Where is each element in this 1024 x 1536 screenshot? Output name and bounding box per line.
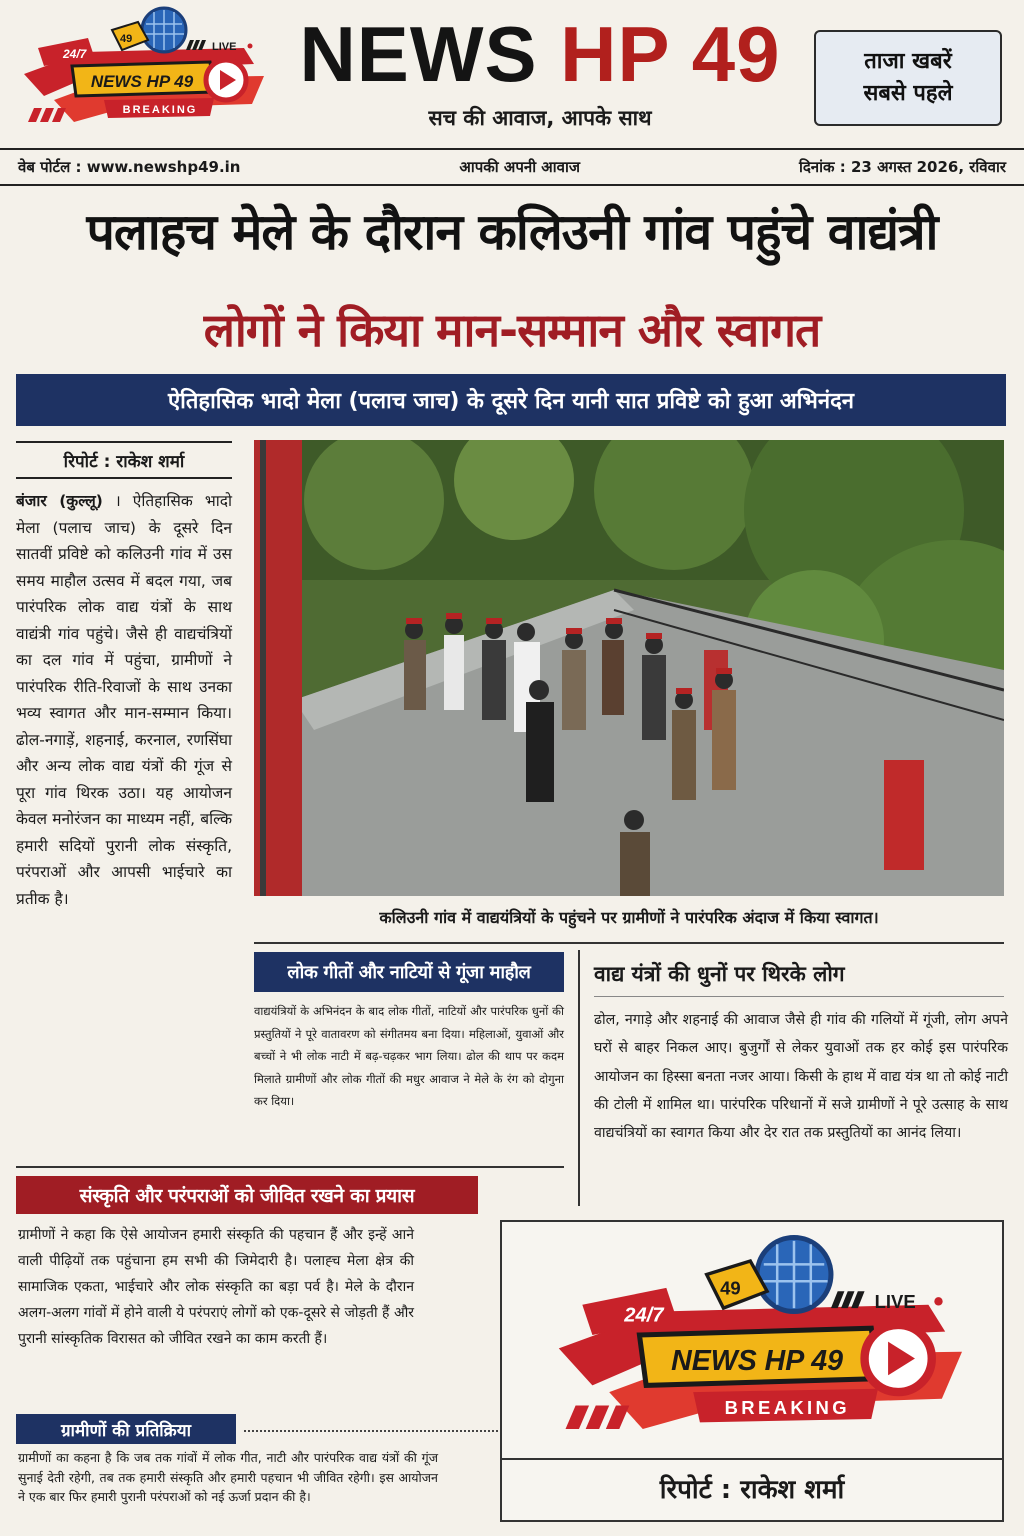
news-hp49-logo[interactable] [14, 4, 264, 134]
footer-logo-box [500, 1220, 1004, 1522]
logo-large-number-text: 49 [720, 1277, 741, 1299]
caption-divider [254, 942, 1004, 944]
brand-title-part1: NEWS [299, 10, 561, 98]
column-divider [578, 950, 580, 1206]
breaking-badge-line2: सबसे पहले [863, 81, 953, 106]
logo-large-247-text: 24/7 [624, 1304, 664, 1327]
logo-number-text: 49 [120, 33, 133, 45]
news-hp49-logo-large[interactable] [542, 1230, 962, 1450]
footer-logo-rule [502, 1458, 1002, 1460]
logo-large-name-text: NEWS HP 49 [671, 1345, 843, 1378]
instruments-heading-rule [594, 996, 1004, 997]
dateline: बंजार (कुल्लू) [16, 492, 103, 510]
web-portal-link[interactable]: वेब पोर्टल : www.newshp49.in [18, 158, 241, 176]
reaction-body: ग्रामीणों का कहना है कि जब तक गांवों में लोक गीत, नाटी और पारंपरिक वाद्य यंत्रों की गूंज सुनाई देती रहेगी, तब तक हमारी संस्कृति और हमारी पहचान भी जीवित रहेगी। इस आयोजन ने एक बार फिर हमारी पुरानी परंपराओं को नई ऊर्जा प्रदान की है। [18, 1450, 438, 1504]
reporter-byline: रिपोर्ट : राकेश शर्मा [16, 441, 232, 479]
logo-large-live-text: LIVE [874, 1291, 916, 1313]
instruments-heading: वाद्य यंत्रों की धुनों पर थिरके लोग [594, 962, 845, 986]
issue-date: दिनांक : 23 अगस्त 2026, रविवार [798, 158, 1006, 176]
sub-headline: लोगों ने किया मान-सम्मान और स्वागत [203, 303, 821, 357]
culture-body: ग्रामीणों ने कहा कि ऐसे आयोजन हमारी संस्कृति की पहचान हैं और इन्हें आने वाली पीढ़ियों तक पहुंचाना हम सभी की जिमेदारी है। पलाह्च मेला क्षेत्र की सामाजिक एकता, भाईचारे और लोक संस्कृति का बड़ा पर्व है। मेले के दौरान अलग-अलग गांवों में होने वाली ये परंपराएं लोगों को एक-दूसरे से जोड़ती हैं और पुरानी सांस्कृतिक विरासत को जीवित रखने का काम करती हैं। [18, 1227, 414, 1347]
breaking-badge [814, 30, 1002, 126]
event-photo [254, 440, 1004, 896]
lead-article-text: । ऐतिहासिक भादो मेला (पलाच जाच) के दूसरे दिन सातवीं प्रविष्टे को कलिउनी गांव में उस समय माहौल उत्सव में बदल गया, जब पारंपरिक लोक वाद्य यंत्रों के साथ वाद्यंत्री गांव पहुंचे। जैसे ही वाद्यचंत्रियों का दल गांव में पहुंचा, ग्रामीणों ने पारंपरिक रीति-रिवाजों के साथ उनका भव्य स्वागत और मान-सम्मान किया। ढोल-नगाड़ें, शहनाई, करनाल, रणसिंघा और अन्य लोक वाद्य यंत्रों की गूंज से पूरा गांव थिरक उठा। यह आयोजन केवल मनोरंजन का माध्यम नहीं, बल्कि हमारी सदियों पुरानी लोक संस्कृति, परंपराओं और आपसी भाईचारे का प्रतीक है। [16, 492, 232, 908]
logo-name-text: NEWS HP 49 [90, 72, 194, 91]
brand-title[interactable] [290, 12, 790, 96]
summary-banner: ऐतिहासिक भादो मेला (पलाच जाच) के दूसरे दिन यानी सात प्रविष्टे को हुआ अभिनंदन [16, 374, 1006, 426]
main-headline: पलाहच मेले के दौरान कलिउनी गांव पहुंचे वाद्यंत्री [86, 203, 938, 261]
footer-reporter-byline: रिपोर्ट : राकेश शर्मा [659, 1475, 845, 1505]
logo-247-text: 24/7 [63, 47, 87, 61]
culture-heading: संस्कृति और परंपराओं को जीवित रखने का प्रयास [16, 1176, 478, 1214]
event-photo-illustration [254, 440, 1004, 896]
logo-large-breaking-text: BREAKING [724, 1396, 850, 1418]
logo-live-text: LIVE [212, 41, 237, 53]
info-center-text: आपकी अपनी आवाज [459, 158, 580, 176]
brand-block [290, 12, 790, 132]
folk-songs-body: वाद्ययंत्रियों के अभिनंदन के बाद लोक गीतों, नाटियों और पारंपरिक धुनों की प्रस्तुतियों ने पूरे वातावरण को संगीतमय बना दिया। महिलाओं, युवाओं और बच्चों ने भी लोक नाटी में बढ़-चढ़कर भाग लिया। ढोल की थाप पर कदम मिलाते ग्रामीणों और लोक गीतों की मधुर आवाज ने मेले के रंग को दोगुना कर दिया। [254, 1004, 564, 1108]
brand-title-part2: HP 49 [560, 10, 781, 98]
lead-article-body [16, 488, 232, 912]
masthead [0, 0, 1024, 152]
breaking-badge-line1: ताजा खबरें [864, 49, 952, 74]
photo-caption: कलिउनी गांव में वाद्ययंत्रियों के पहुंचने पर ग्रामीणों ने पारंपरिक अंदाज में किया स्वागत। [379, 908, 879, 927]
culture-divider [16, 1166, 564, 1168]
logo-breaking-text: BREAKING [122, 104, 198, 116]
reaction-heading: ग्रामीणों की प्रतिक्रिया [16, 1414, 236, 1444]
instruments-body: ढोल, नगाड़े और शहनाई की आवाज जैसे ही गांव की गलियों में गूंजी, लोग अपने घरों से बाहर निकल आए। बुजुर्गों से लेकर युवाओं तक हर कोई इस पारंपरिक आयोजन का हिस्सा बनता नजर आया। किसी के हाथ में वाद्य यंत्र था तो कोई नाटी की टोली में शामिल था। पारंपरिक परिधानों में सजे ग्रामीणों ने पूरे उत्साह के साथ वाद्यचंत्रियों का स्वागत किया और देर रात तक प्रस्तुतियों का आनंद लिया। [594, 1012, 1008, 1142]
info-bar [0, 148, 1024, 186]
tagline: सच की आवाज, आपके साथ [428, 106, 652, 130]
folk-songs-heading: लोक गीतों और नाटियों से गूंजा माहौल [254, 952, 564, 992]
